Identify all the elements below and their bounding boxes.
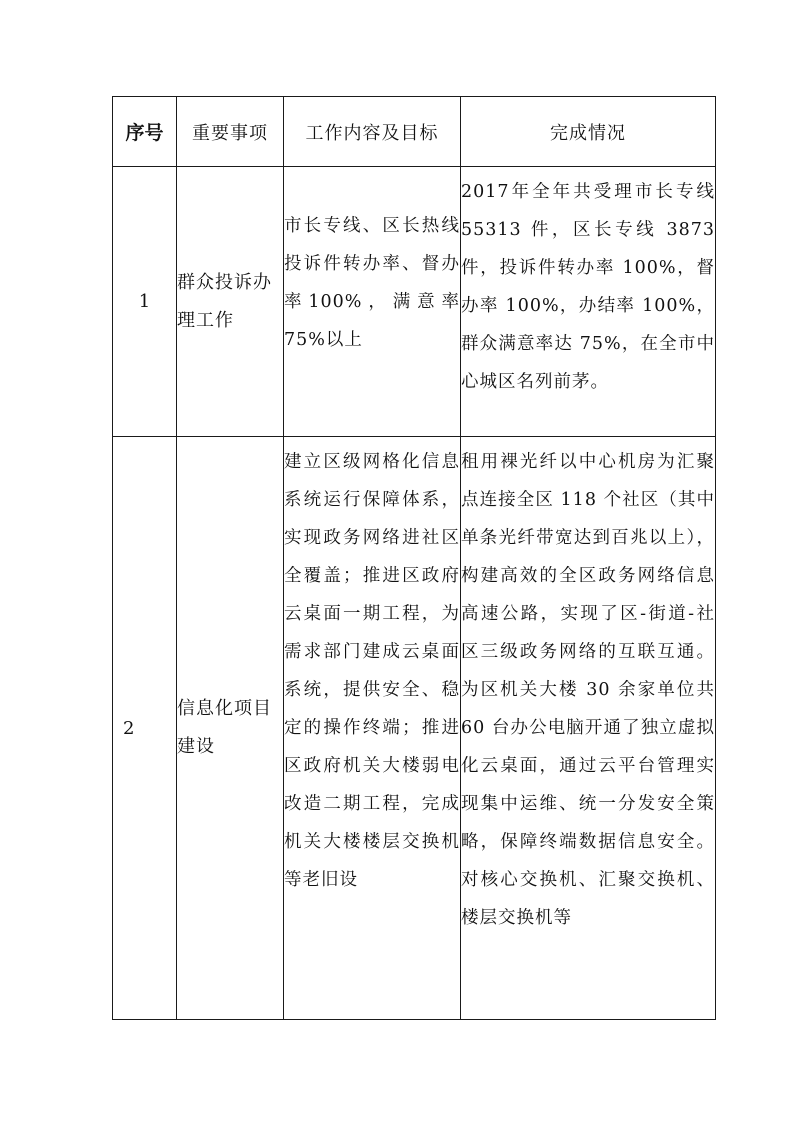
row-content-cell [284, 437, 461, 1020]
row-item: 群众投诉办理工作 [177, 167, 284, 437]
row-content: 市长专线、区长热线投诉件转办率、督办率100%，满意率75%以上 [284, 167, 461, 437]
header-item: 重要事项 [177, 97, 284, 167]
header-result: 完成情况 [461, 97, 716, 167]
header-content: 工作内容及目标 [284, 97, 461, 167]
header-seq: 序号 [113, 97, 177, 167]
row-result-cell [461, 437, 716, 1020]
row-seq: 2 [113, 437, 177, 1020]
row-result: 2017年全年共受理市长专线 55313 件，区长专线 3873 件，投诉件转办率 100%，督办率 100%，办结率 100%，群众满意率达 75%，在全市中心城区名列前茅。 [461, 167, 716, 437]
table-header-row [113, 97, 716, 167]
work-table [112, 96, 716, 1020]
table-row [113, 167, 716, 437]
table-row [113, 437, 716, 1020]
row-item: 信息化项目建设 [177, 437, 284, 1020]
row-seq: 1 [113, 167, 177, 437]
row-content: 建立区级网格化信息系统运行保障体系，实现政务网络进社区全覆盖；推进区政府云桌面一期工程，为需求部门建成云桌面系统，提供安全、稳定的操作终端；推进区政府机关大楼弱电改造二期工程，完成机关大楼楼层交换机等老旧设 [284, 452, 460, 890]
row-result: 租用裸光纤以中心机房为汇聚点连接全区 118 个社区（其中单条光纤带宽达到百兆以上），构建高效的全区政务网络信息高速公路，实现了区-街道-社区三级政务网络的互联互通。为区机关大楼 30 余家单位共 60 台办公电脑开通了独立虚拟化云桌面，通过云平台管理实现集中运维、统一分发安全策略，保障终端数据信息安全。对核心交换机、汇聚交换机、楼层交换机等 [461, 452, 715, 928]
